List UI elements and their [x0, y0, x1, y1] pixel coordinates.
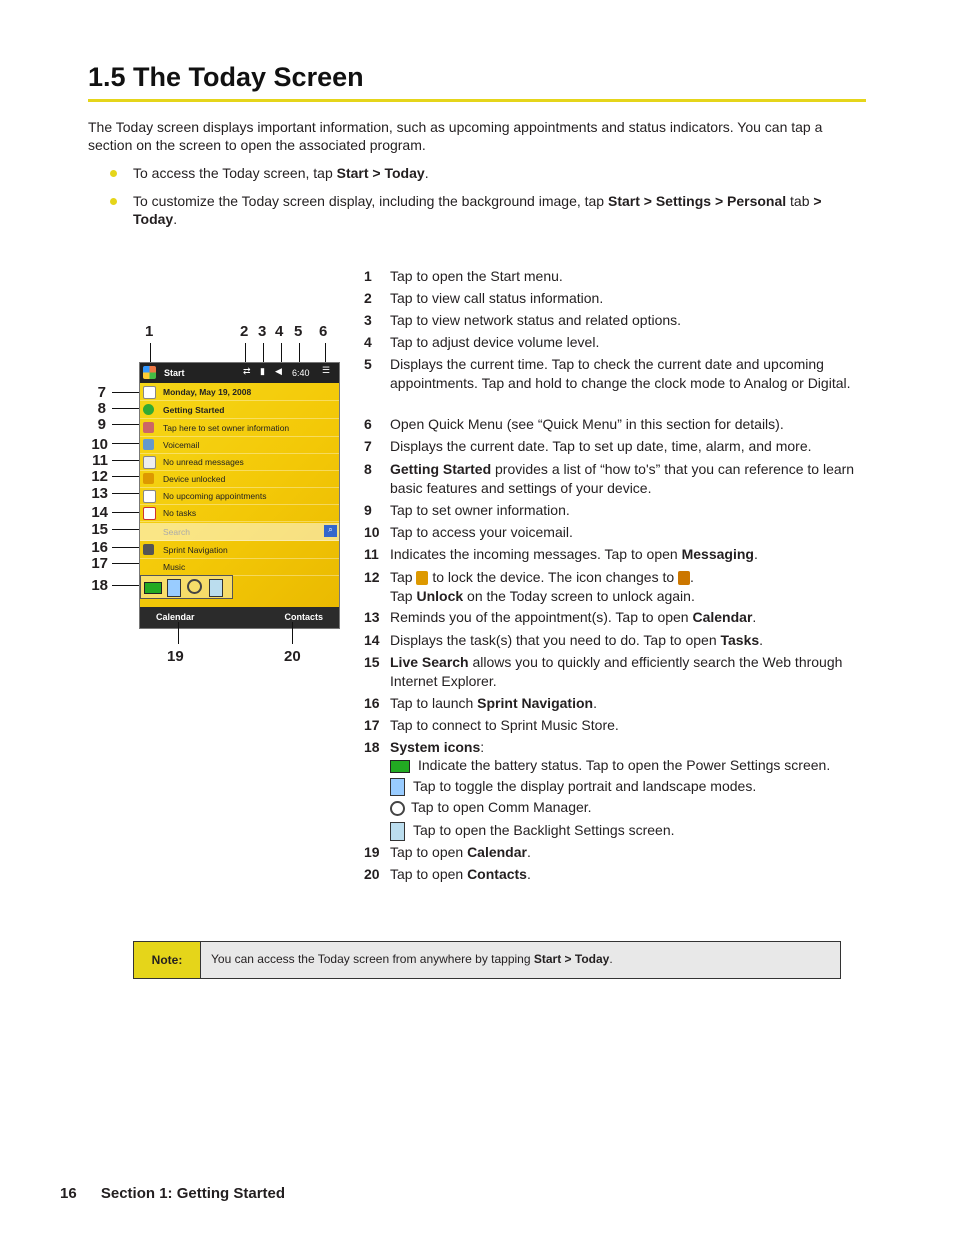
volume-icon: ◀ [275, 366, 282, 376]
intro-paragraph: The Today screen displays important information, such as upcoming appointments and status indicators. You can tap a section on the screen to open the associated program. [88, 119, 823, 153]
callout-18: 18 [91, 577, 108, 594]
softkey-calendar[interactable]: Calendar [156, 612, 195, 622]
callout-8: 8 [97, 400, 106, 417]
leader-line [292, 622, 293, 644]
leader-line [112, 493, 142, 494]
leader-line [112, 443, 142, 444]
leader-line [112, 563, 142, 564]
callout-11: 11 [92, 452, 108, 469]
page-title: 1.5 The Today Screen [88, 62, 364, 92]
phone-title-bar [140, 363, 339, 383]
battery-icon [144, 582, 162, 594]
signal-icon: ▮ [260, 366, 265, 376]
row-music: Music [140, 558, 339, 576]
row-search: Search ⌕ [140, 523, 339, 541]
callout-12: 12 [91, 468, 108, 485]
comm-manager-icon [187, 579, 202, 594]
row-voicemail: Voicemail [140, 436, 339, 454]
row-appointments: No upcoming appointments [140, 487, 339, 505]
callout-9: 9 [97, 416, 106, 433]
callout-16: 16 [91, 539, 108, 556]
row-getting-started: Getting Started [140, 401, 339, 419]
unlocked-padlock-icon [416, 571, 428, 585]
row-tasks: No tasks [140, 504, 339, 522]
lock-icon [143, 473, 154, 484]
callout-2: 2 [240, 323, 249, 340]
callout-20: 20 [284, 648, 301, 665]
backlight-icon [390, 822, 405, 841]
voicemail-icon [143, 439, 154, 450]
owner-icon [143, 422, 154, 433]
leader-line [112, 424, 142, 425]
callout-10: 10 [91, 436, 108, 453]
clock-time: 6:40 [292, 368, 310, 378]
system-icon-comm-row: Tap to open Comm Manager. [390, 798, 592, 816]
callout-7: 7 [97, 384, 106, 401]
rotate-display-icon [167, 579, 181, 597]
note-label: Note: [134, 942, 201, 978]
callout-6: 6 [319, 323, 328, 340]
row-sprint-navigation: Sprint Navigation [140, 541, 339, 559]
leader-line [112, 476, 142, 477]
quick-menu-icon: ☰ [322, 365, 331, 375]
note-box [133, 941, 841, 979]
callout-1: 1 [145, 323, 154, 340]
leader-line [112, 408, 142, 409]
section-title: Section 1: Getting Started [100, 1185, 286, 1202]
callout-13: 13 [91, 485, 108, 502]
leader-line [112, 460, 142, 461]
callout-19: 19 [167, 648, 184, 665]
callout-5: 5 [294, 323, 303, 340]
row-owner: Tap here to set owner information [140, 419, 339, 437]
softkey-contacts[interactable]: Contacts [284, 612, 323, 622]
envelope-icon [143, 456, 156, 469]
leader-line [178, 622, 179, 644]
phone-start-label: Start [164, 368, 185, 378]
windows-start-icon [143, 366, 156, 379]
callout-15: 15 [91, 521, 108, 538]
row-messages: No unread messages [140, 453, 339, 471]
battery-icon [390, 760, 410, 773]
system-icon-battery-row: Indicate the battery status. Tap to open the Power Settings screen. [390, 756, 830, 774]
bullet-dot [110, 198, 117, 205]
leader-line [112, 392, 142, 393]
search-icon: ⌕ [324, 525, 337, 537]
leader-line [112, 547, 142, 548]
backlight-icon [209, 579, 223, 597]
rotate-display-icon [390, 778, 405, 796]
call-status-icon: ⇄ [243, 366, 251, 376]
leader-line [112, 585, 142, 586]
row-date: Monday, May 19, 2008 [140, 383, 339, 401]
callout-14: 14 [91, 504, 108, 521]
title-rule [88, 99, 866, 102]
callout-3: 3 [258, 323, 267, 340]
row-lock: Device unlocked [140, 470, 339, 488]
page-footer [60, 1185, 285, 1202]
clock-icon [143, 386, 156, 399]
bullet-dot [110, 170, 117, 177]
callout-17: 17 [91, 555, 108, 572]
phone-screen [139, 362, 340, 629]
note-text: You can access the Today screen from anywhere by tapping Start > Today. [211, 952, 613, 966]
tasks-icon [143, 507, 156, 520]
calendar-icon [143, 490, 156, 503]
system-icons-tray [140, 575, 233, 599]
getting-started-icon [143, 404, 154, 415]
leader-line [112, 529, 142, 530]
softkey-bar [140, 607, 339, 628]
navigation-icon [143, 544, 154, 555]
callout-4: 4 [275, 323, 284, 340]
page-number: 16 [60, 1185, 77, 1202]
locked-padlock-icon [678, 571, 690, 585]
comm-manager-icon [390, 801, 405, 816]
system-icon-backlight-row: Tap to open the Backlight Settings screen. [390, 821, 675, 841]
leader-line [112, 512, 142, 513]
system-icon-rotate-row: Tap to toggle the display portrait and landscape modes. [390, 777, 756, 796]
